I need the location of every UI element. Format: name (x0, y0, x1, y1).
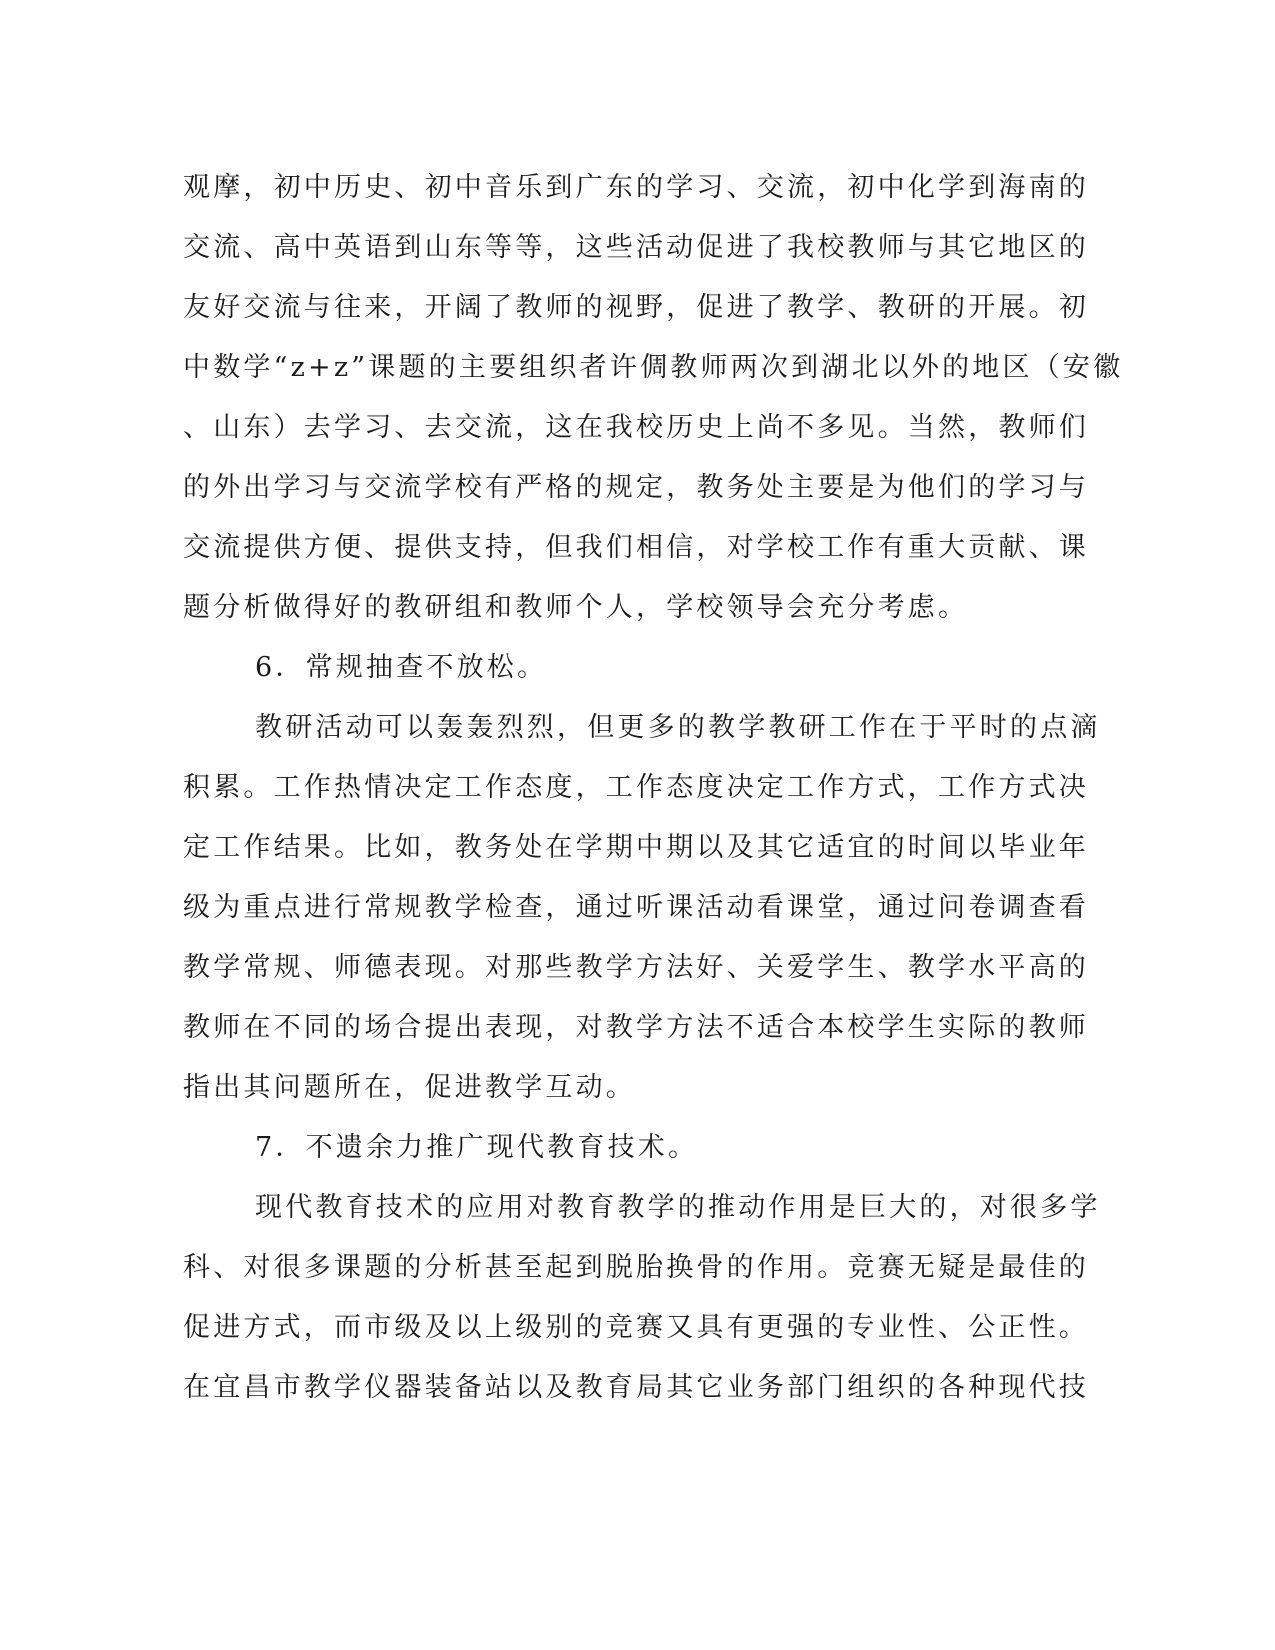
text-line: 的外出学习与交流学校有严格的规定，教务处主要是为他们的学习与 (183, 472, 1089, 503)
text-line: 在宜昌市教学仪器装备站以及教育局其它业务部门组织的各种现代技 (183, 1372, 1089, 1403)
text-line: 教研活动可以轰轰烈烈，但更多的教学教研工作在于平时的点滴 (255, 712, 1101, 743)
text-line: 现代教育技术的应用对教育教学的推动作用是巨大的，对很多学 (255, 1192, 1101, 1223)
text-line: 、山东）去学习、去交流，这在我校历史上尚不多见。当然，教师们 (183, 412, 1089, 443)
section-heading-6: 6．常规抽查不放松。 (255, 652, 548, 683)
text-line: 中数学“z+z”课题的主要组织者许倜教师两次到湖北以外的地区（安徽 (183, 352, 1124, 383)
text-line: 定工作结果。比如，教务处在学期中期以及其它适宜的时间以毕业年 (183, 832, 1089, 863)
text-line: 友好交流与往来，开阔了教师的视野，促进了教学、教研的开展。初 (183, 292, 1089, 323)
document-body (183, 158, 1124, 1418)
text-line: 科、对很多课题的分析甚至起到脱胎换骨的作用。竞赛无疑是最佳的 (183, 1252, 1089, 1283)
text-line: 交流提供方便、提供支持，但我们相信，对学校工作有重大贡献、课 (183, 532, 1089, 563)
text-line: 级为重点进行常规教学检查，通过听课活动看课堂，通过问卷调查看 (183, 892, 1089, 923)
text-line: 教学常规、师德表现。对那些教学方法好、关爱学生、教学水平高的 (183, 952, 1089, 983)
text-line: 教师在不同的场合提出表现，对教学方法不适合本校学生实际的教师 (183, 1012, 1089, 1043)
text-line: 交流、高中英语到山东等等，这些活动促进了我校教师与其它地区的 (183, 232, 1089, 263)
text-line: 题分析做得好的教研组和教师个人，学校领导会充分考虑。 (183, 592, 969, 623)
text-line: 指出其问题所在，促进教学互动。 (183, 1072, 636, 1103)
text-line: 促进方式，而市级及以上级别的竞赛又具有更强的专业性、公正性。 (183, 1312, 1089, 1343)
text-line: 积累。工作热情决定工作态度，工作态度决定工作方式，工作方式决 (183, 772, 1089, 803)
text-line: 观摩，初中历史、初中音乐到广东的学习、交流，初中化学到海南的 (183, 172, 1089, 203)
section-heading-7: 7．不遗余力推广现代教育技术。 (255, 1132, 699, 1163)
